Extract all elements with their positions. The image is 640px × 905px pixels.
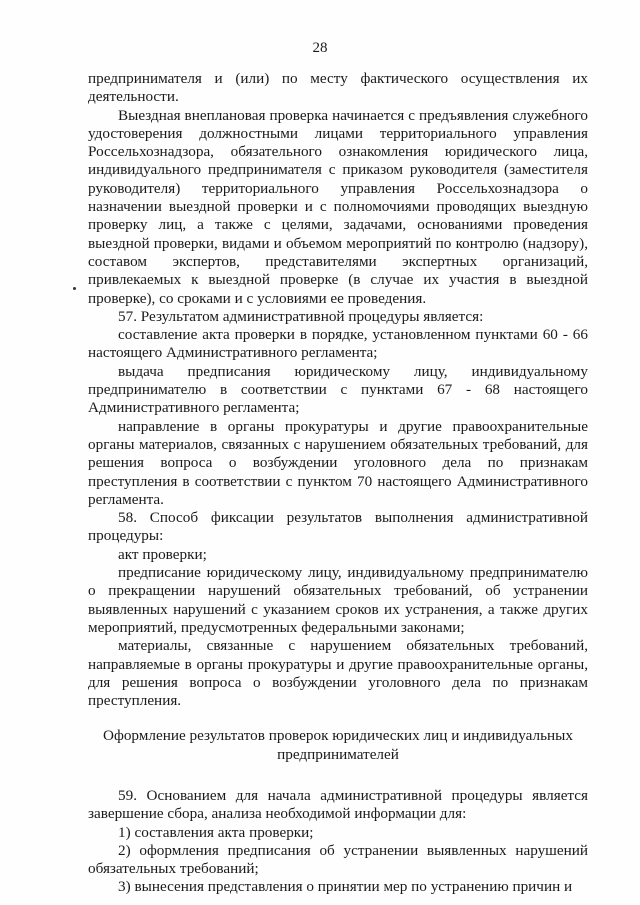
paragraph-item-58: 58. Способ фиксации результатов выполнения административной процедуры: (88, 509, 588, 545)
list-item-2: 2) оформления предписания об устранении выявленных нарушений обязательных требований; (88, 841, 588, 878)
section-heading: Оформление результатов проверок юридических лиц и индивидуальных предпринимателей (103, 727, 573, 763)
paragraph-item-59: 59. Основанием для начала административной процедуры является завершение сбора, анализа необходимой информации для: (88, 786, 588, 823)
paragraph-materials: материалы, связанные с нарушением обязательных требований, направляемые в органы прокуратуры и другие правоохранительные органы, для решения вопроса о возбуждении уголовного дела по признакам преступления. (88, 637, 588, 710)
paragraph-inspection-act: акт проверки; (118, 545, 207, 563)
paragraph-inspection-start: Выездная внеплановая проверка начинается с предъявления служебного удостоверения должностными лицами территориального управления Россельхознадзора, обязательного ознакомления юридического лица, индивидуального предпринимателя с приказом руководителя (заместителя руководителя) территориального управления Россельхознадзора о назначении выездной проверки и с полномочиями проводящих выездную проверку лиц, а также с целями, задачами, основаниями проведения выездной проверки, видами и объемом мероприятий по контролю (надзору), составом экспертов, представителями экспертных организаций, привлекаемых к выездной проверке (в случае их участия в выездной проверке), со сроками и с условиями ее проведения. (88, 106, 588, 307)
paragraph-act-drafting: составление акта проверки в порядке, установленном пунктами 60 - 66 настоящего Административного регламента; (88, 326, 588, 362)
paragraph-prescription: предписание юридическому лицу, индивидуальному предпринимателю о прекращении нарушений обязательных требований, об устранении выявленных нарушений с указанием сроков их устранения, а также других мероприятий, предусмотренных федеральными законами; (88, 564, 588, 636)
page-number: 28 (312, 40, 328, 56)
list-item-3: 3) вынесения представления о принятии мер по устранению причин и (118, 878, 573, 896)
margin-mark (73, 287, 76, 290)
paragraph-prosecution-referral: направление в органы прокуратуры и другие правоохранительные органы материалов, связанных с нарушением обязательных требований, для решения вопроса о возбуждении уголовного дела по признакам преступления в соответствии с пунктом 70 настоящего Административного регламента. (88, 417, 588, 508)
paragraph-prescription-issue: выдача предписания юридическому лицу, индивидуальному предпринимателю в соответствии с пунктами 67 - 68 настоящего Административного регламента; (88, 362, 588, 417)
paragraph-continuation: предпринимателя и (или) по месту фактического осуществления их деятельности. (88, 70, 588, 106)
list-item-1: 1) составления акта проверки; (118, 823, 314, 841)
paragraph-item-57: 57. Результатом административной процедуры является: (118, 307, 484, 325)
document-body (88, 70, 588, 897)
